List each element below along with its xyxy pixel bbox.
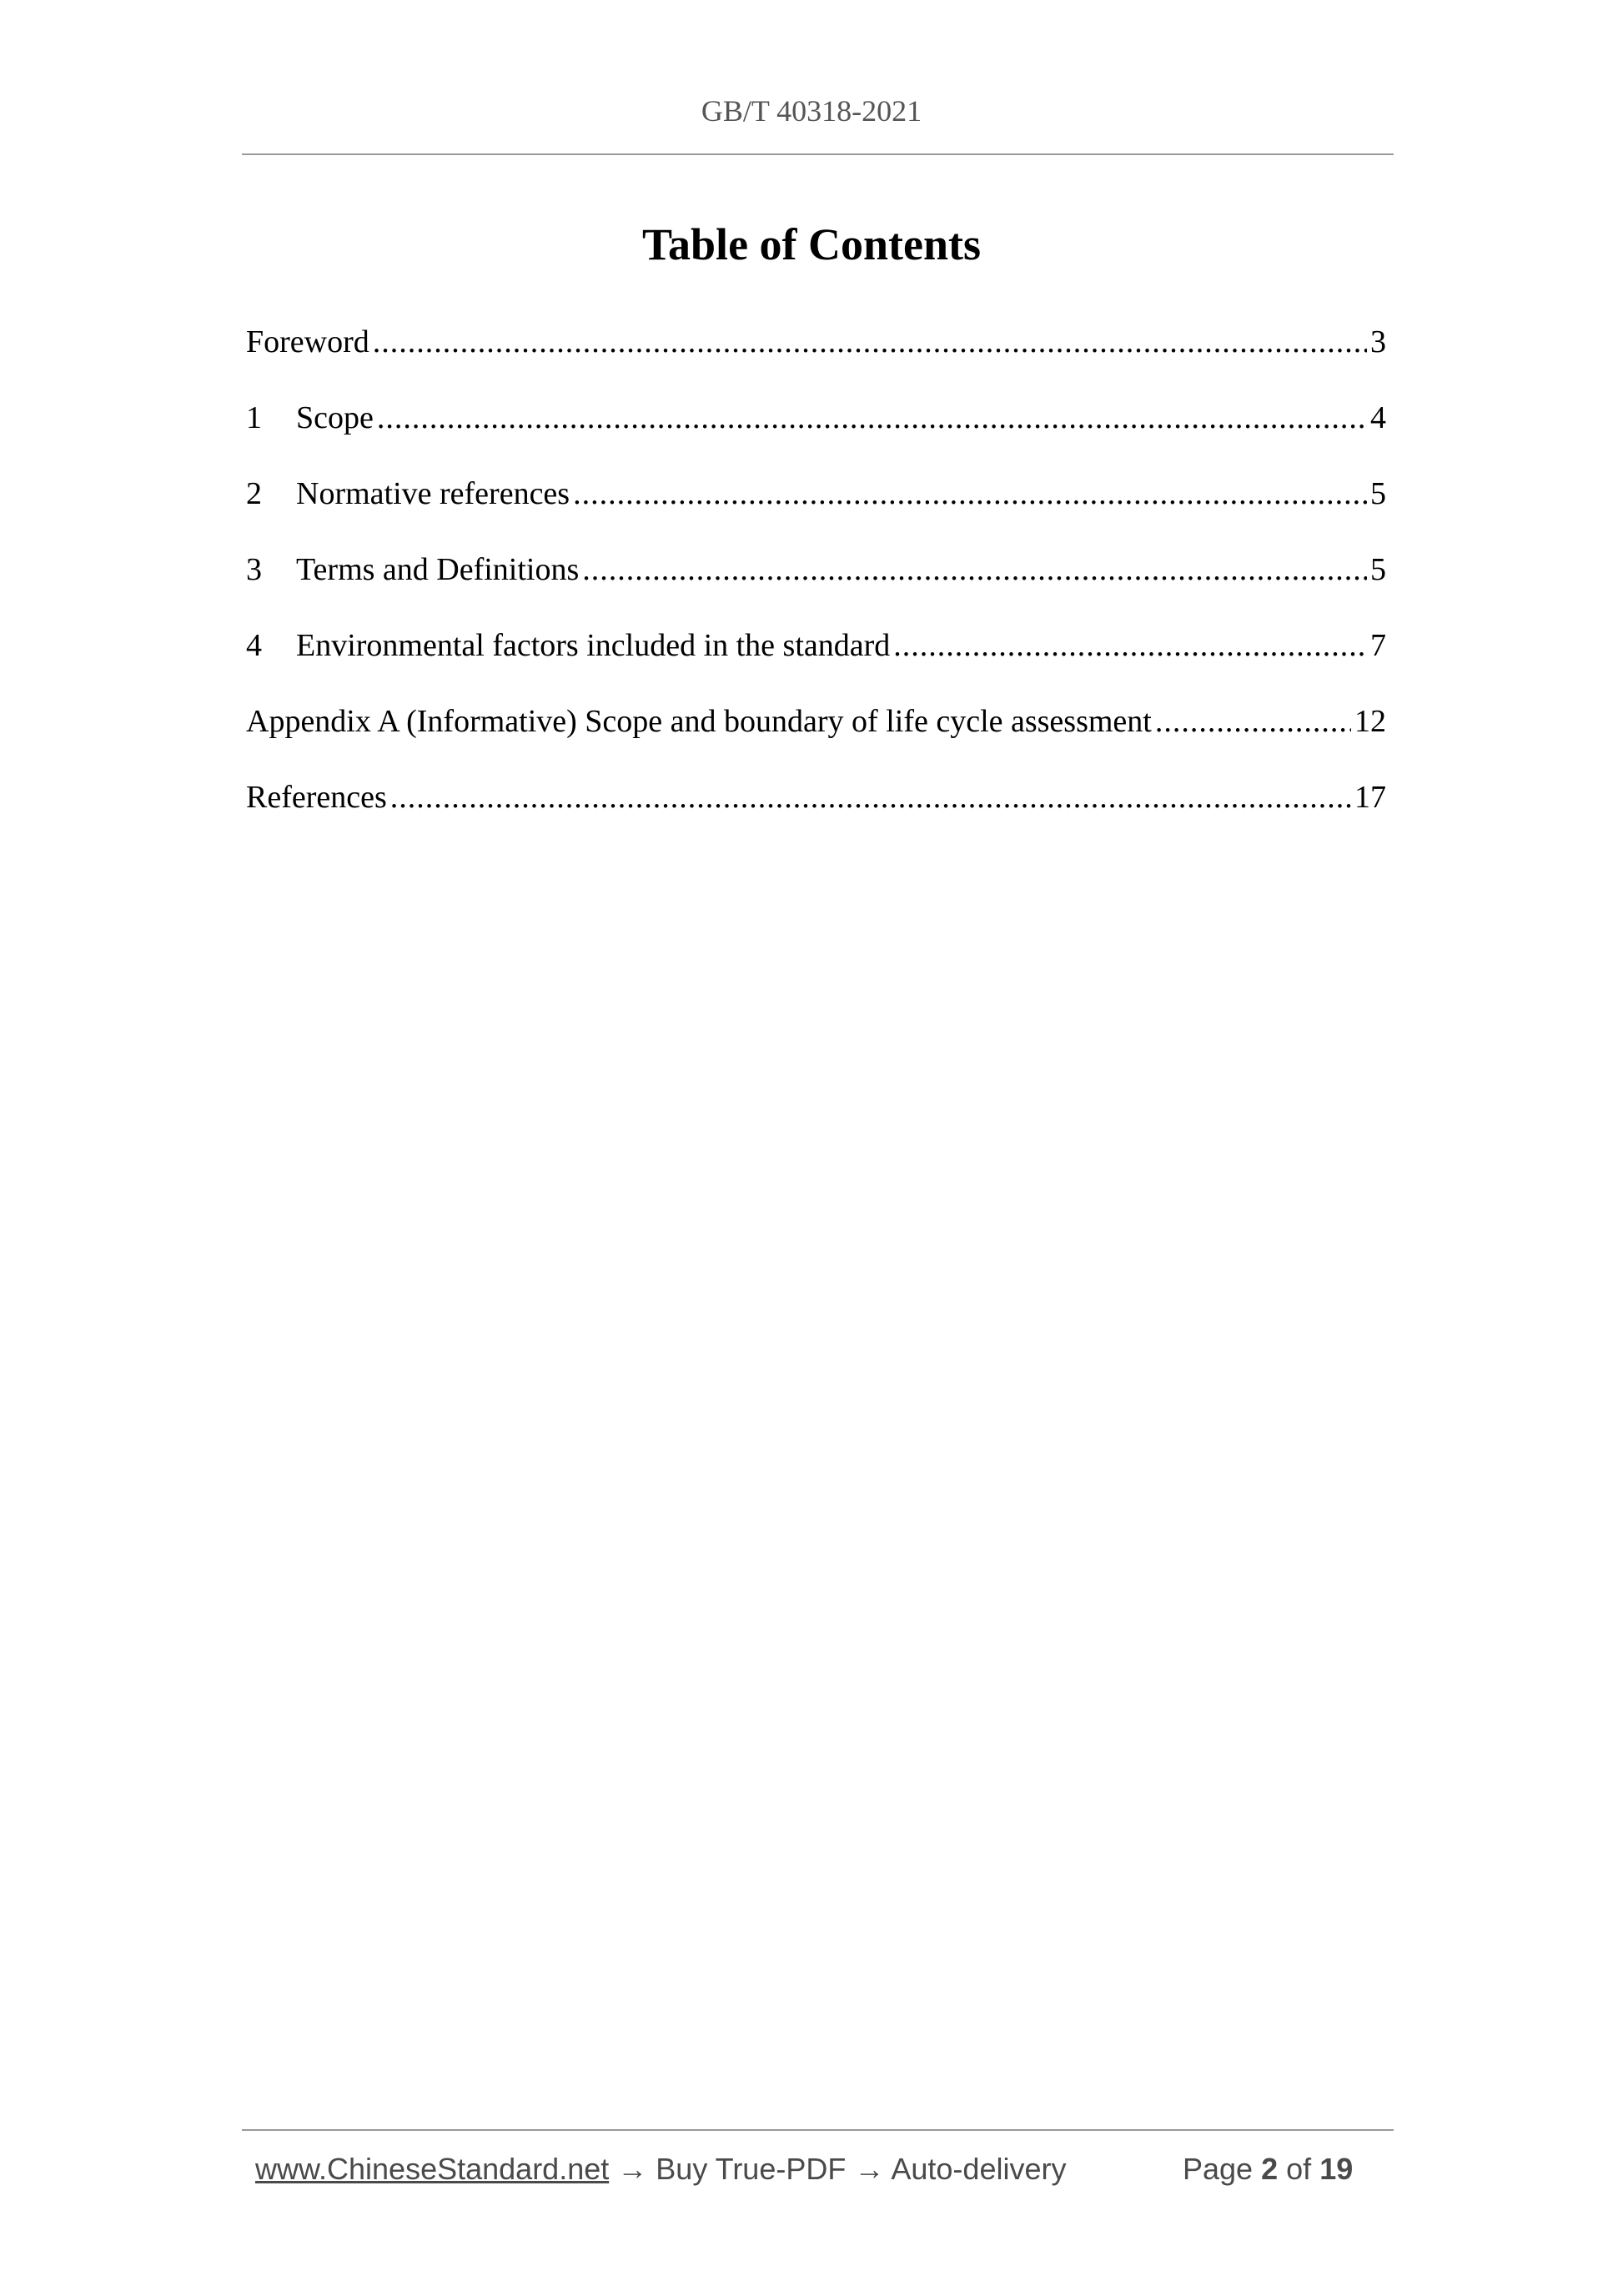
- toc-leader-dots: [893, 625, 1367, 666]
- toc-entry-page: 12: [1354, 704, 1386, 739]
- running-header: GB/T 40318-2021: [701, 94, 922, 128]
- toc-entry-page: 5: [1370, 552, 1386, 587]
- toc-entry-number: 3: [246, 552, 262, 587]
- toc-leader-dots: [390, 776, 1351, 818]
- total-pages-number: 19: [1319, 2152, 1354, 2186]
- buy-true-pdf-text: Buy True-PDF: [656, 2152, 847, 2186]
- toc-entry-label: Appendix A (Informative) Scope and boundary of life cycle assessment: [246, 704, 1152, 739]
- of-word: of: [1286, 2152, 1312, 2186]
- toc-entry-page: 3: [1370, 324, 1386, 359]
- toc-leader-dots: [1155, 701, 1351, 742]
- toc-entry-scope[interactable]: [246, 397, 1386, 473]
- toc-entry-references[interactable]: [246, 776, 1386, 852]
- toc-entry-number: 4: [246, 628, 262, 663]
- toc-entry-terms-definitions[interactable]: [246, 549, 1386, 625]
- current-page-number: 2: [1261, 2152, 1279, 2186]
- toc-leader-dots: [373, 321, 1367, 363]
- table-of-contents: [246, 321, 1386, 852]
- arrow-right-icon: →: [617, 2152, 648, 2186]
- toc-entry-environmental-factors[interactable]: [246, 625, 1386, 701]
- toc-entry-page: 4: [1370, 400, 1386, 435]
- toc-entry-label: Terms and Definitions: [296, 552, 580, 587]
- toc-title: Table of Contents: [641, 219, 982, 269]
- auto-delivery-text: Auto-delivery: [891, 2152, 1067, 2186]
- toc-leader-dots: [582, 549, 1367, 590]
- toc-entry-page: 7: [1370, 628, 1386, 663]
- toc-entry-label: Scope: [296, 400, 374, 435]
- toc-entry-page: 5: [1370, 476, 1386, 511]
- toc-entry-number: 2: [246, 476, 262, 511]
- toc-leader-dots: [573, 473, 1367, 515]
- footer-divider: [242, 2129, 1394, 2131]
- toc-entry-normative-references[interactable]: [246, 473, 1386, 549]
- toc-entry-label: Foreword: [246, 324, 369, 359]
- toc-entry-label: Normative references: [296, 476, 570, 511]
- toc-entry-appendix-a[interactable]: [246, 701, 1386, 776]
- footer-promo: [255, 2152, 1066, 2187]
- page-indicator: [1183, 2152, 1353, 2187]
- toc-entry-foreword[interactable]: [246, 321, 1386, 397]
- page-word: Page: [1183, 2152, 1254, 2186]
- toc-entry-label: Environmental factors included in the standard: [296, 628, 891, 663]
- header-divider: [242, 153, 1394, 155]
- toc-entry-number: 1: [246, 400, 262, 435]
- arrow-right-icon: →: [854, 2152, 885, 2186]
- website-link[interactable]: www.ChineseStandard.net: [255, 2152, 610, 2186]
- toc-leader-dots: [377, 397, 1367, 439]
- toc-entry-page: 17: [1354, 780, 1386, 815]
- toc-entry-label: References: [246, 780, 387, 815]
